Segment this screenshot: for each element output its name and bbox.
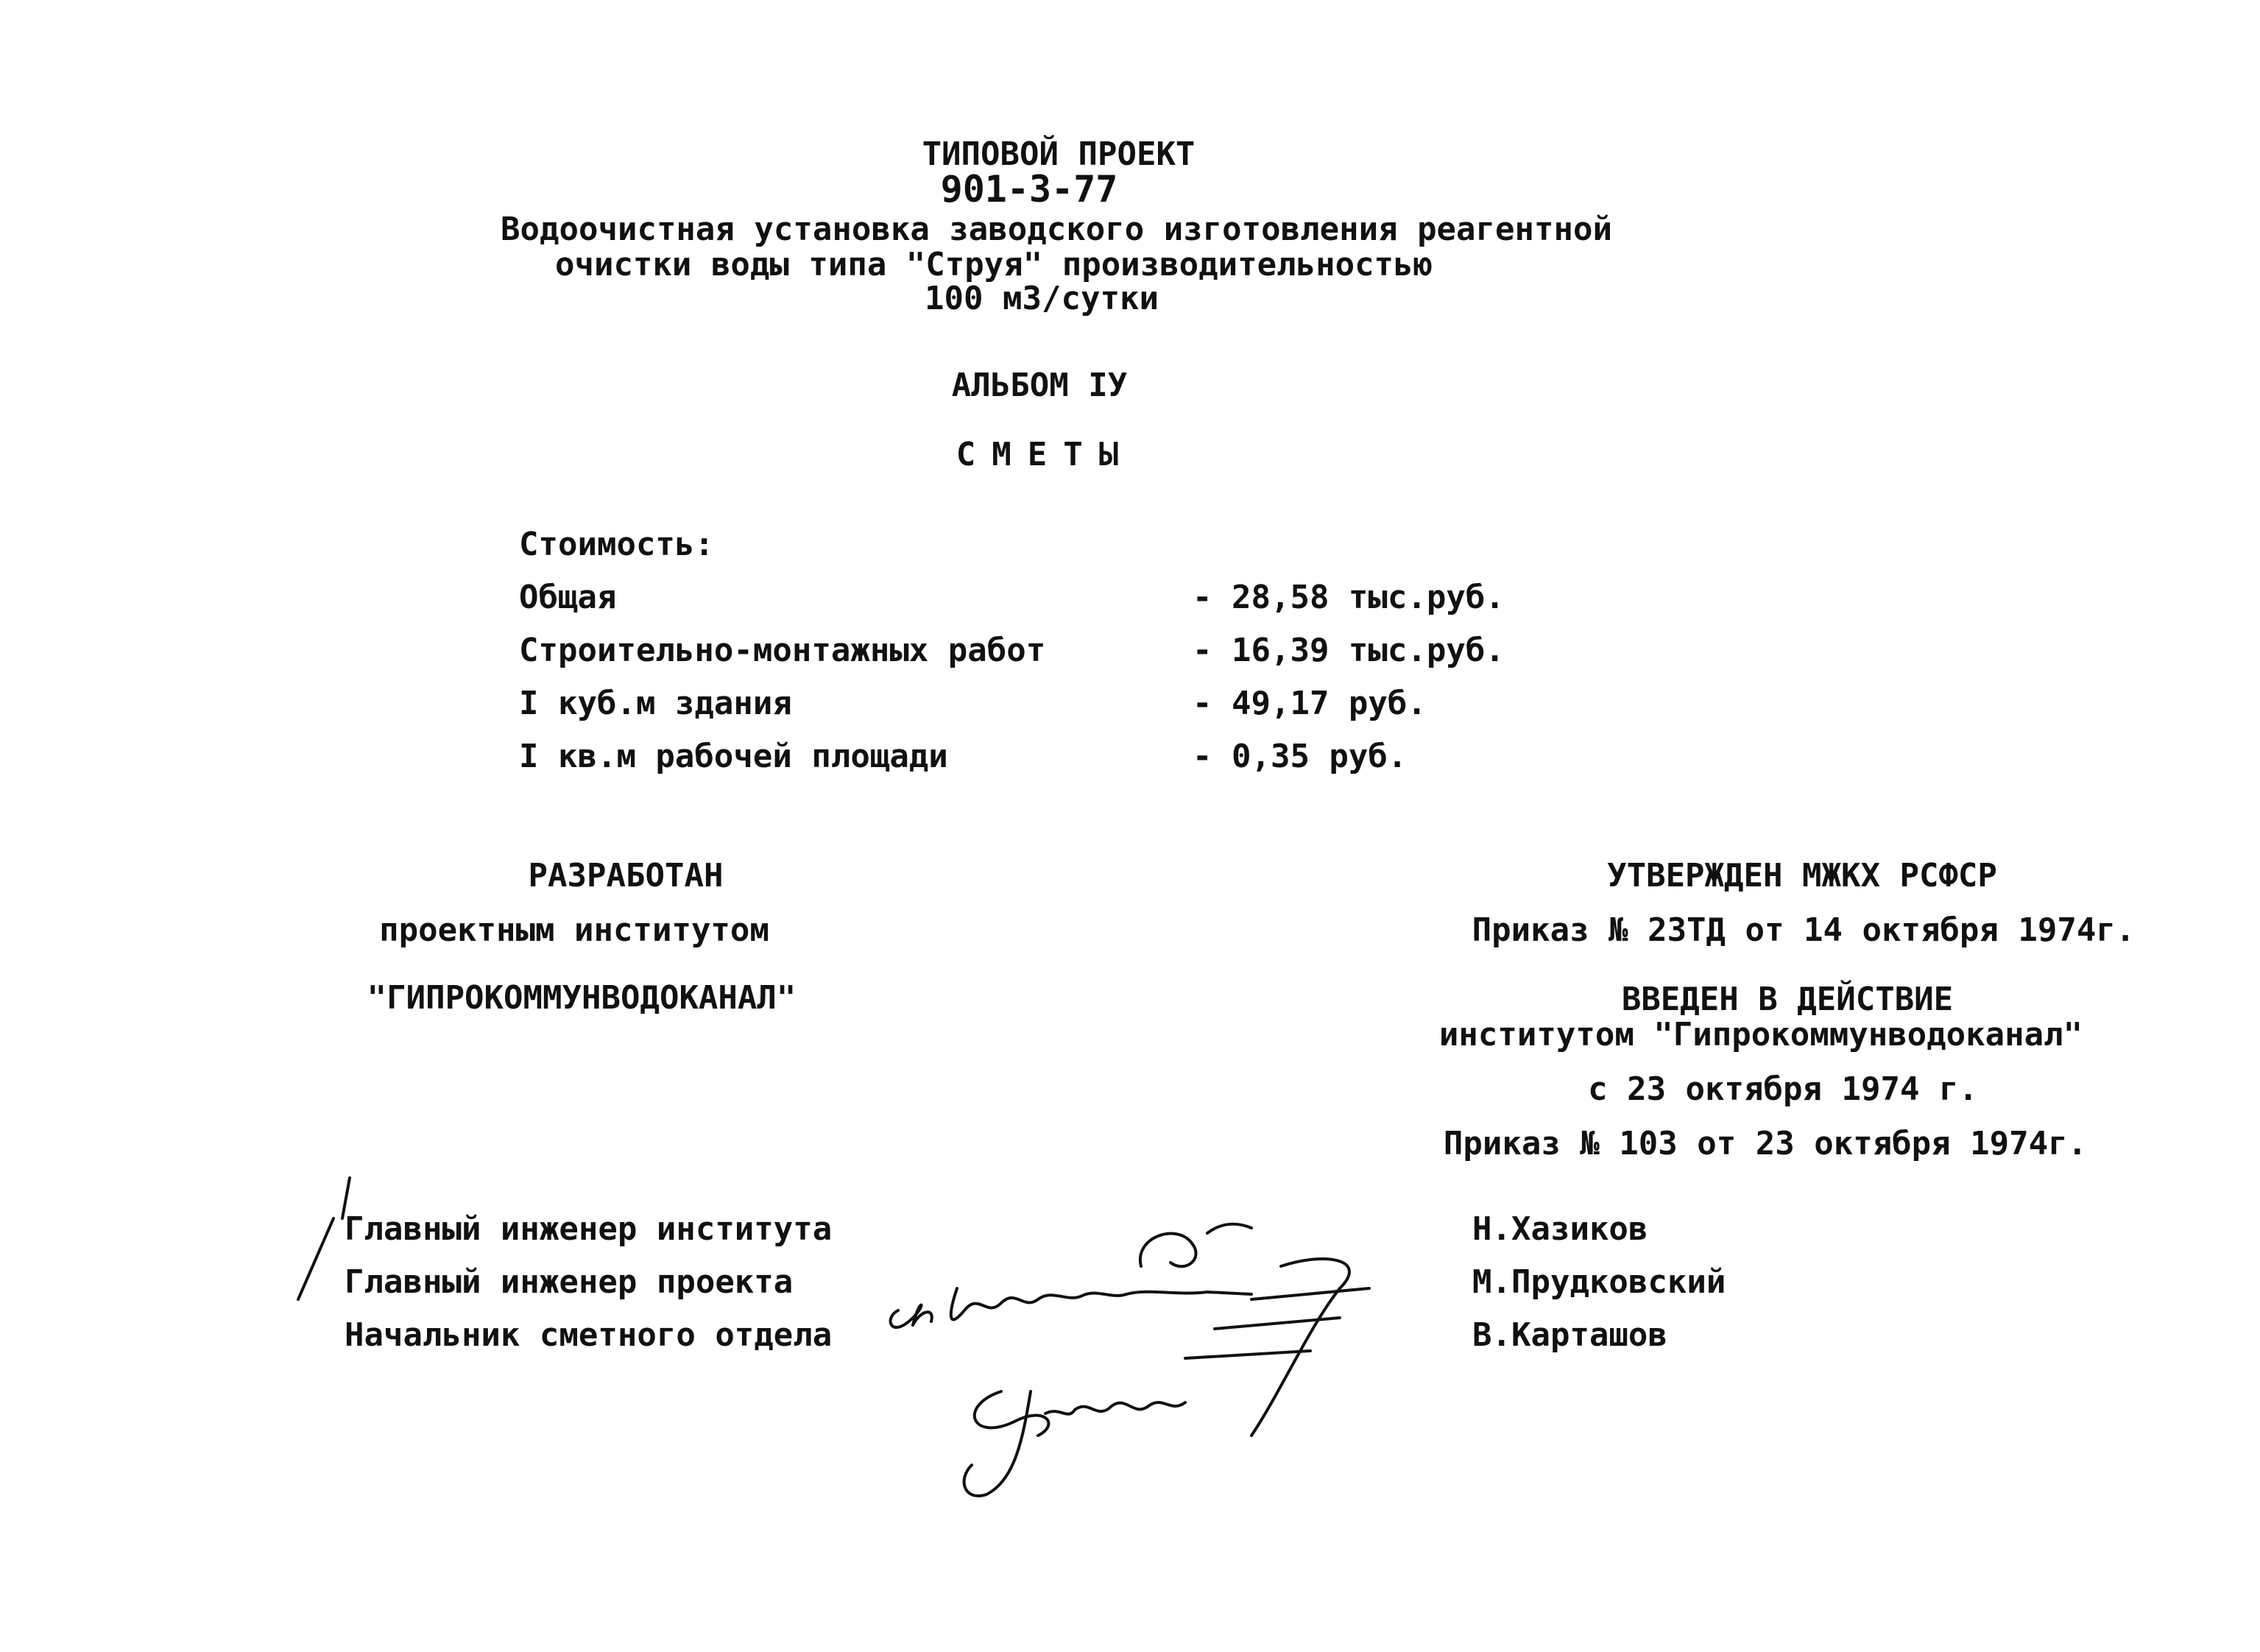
cost-value-per-cubic-meter: - 49,17 руб. [1193, 685, 1427, 722]
section-title: СМЕТЫ [956, 436, 1135, 473]
handwritten-signatures [869, 1171, 1458, 1509]
signatory-role-head-estimates: Начальник сметного отдела [345, 1316, 833, 1354]
project-number: 901-3-77 [940, 168, 1118, 211]
cost-label-construction: Строительно-монтажных работ [519, 632, 1046, 669]
project-description-line2: очистки воды типа "Струя" производительностью [554, 246, 1433, 283]
enacted-institute: институтом "Гипрокоммунводоканал" [1438, 1016, 2083, 1053]
approved-order-1: Приказ № 23ТД от 14 октября 1974г. [1472, 911, 2136, 949]
project-capacity: 100 м3/сутки [925, 280, 1159, 317]
project-description-line1: Водоочистная установка заводского изготовления реагентной [501, 211, 1612, 248]
pen-mark [291, 1174, 364, 1307]
signatory-name-head-estimates: В.Карташов [1472, 1316, 1667, 1354]
cost-label-per-cubic-meter: I куб.м здания [519, 685, 792, 722]
developed-institute-name: "ГИПРОКОММУНВОДОКАНАЛ" [367, 979, 797, 1017]
signatory-role-chief-engineer-project: Главный инженер проекта [345, 1263, 794, 1301]
cost-value-construction: - 16,39 тыс.руб. [1193, 632, 1505, 669]
approved-order-2: Приказ № 103 от 23 октября 1974г. [1443, 1125, 2088, 1162]
album-title: АЛЬБОМ IУ [951, 367, 1128, 404]
costs-heading: Стоимость: [519, 526, 714, 563]
enacted-heading: ВВЕДЕН В ДЕЙСТВИЕ [1621, 981, 1954, 1018]
doc-type-title: ТИПОВОЙ ПРОЕКТ [922, 135, 1196, 173]
signatory-role-chief-engineer-institute: Главный инженер института [345, 1210, 833, 1248]
developed-heading: РАЗРАБОТАН [528, 857, 724, 894]
signatory-name-chief-engineer-institute: Н.Хазиков [1472, 1210, 1648, 1248]
cost-value-total: - 28,58 тыс.руб. [1193, 579, 1505, 616]
cost-label-per-square-meter: I кв.м рабочей площади [519, 738, 948, 775]
signatory-name-chief-engineer-project: М.Прудковский [1472, 1263, 1726, 1301]
developed-institute-line: проектным институтом [379, 911, 769, 949]
cost-label-total: Общая [519, 579, 617, 616]
approved-heading: УТВЕРЖДЕН МЖКХ РСФСР [1607, 857, 1997, 894]
enacted-date: с 23 октября 1974 г. [1588, 1070, 1978, 1108]
cost-value-per-square-meter: - 0,35 руб. [1193, 738, 1408, 775]
